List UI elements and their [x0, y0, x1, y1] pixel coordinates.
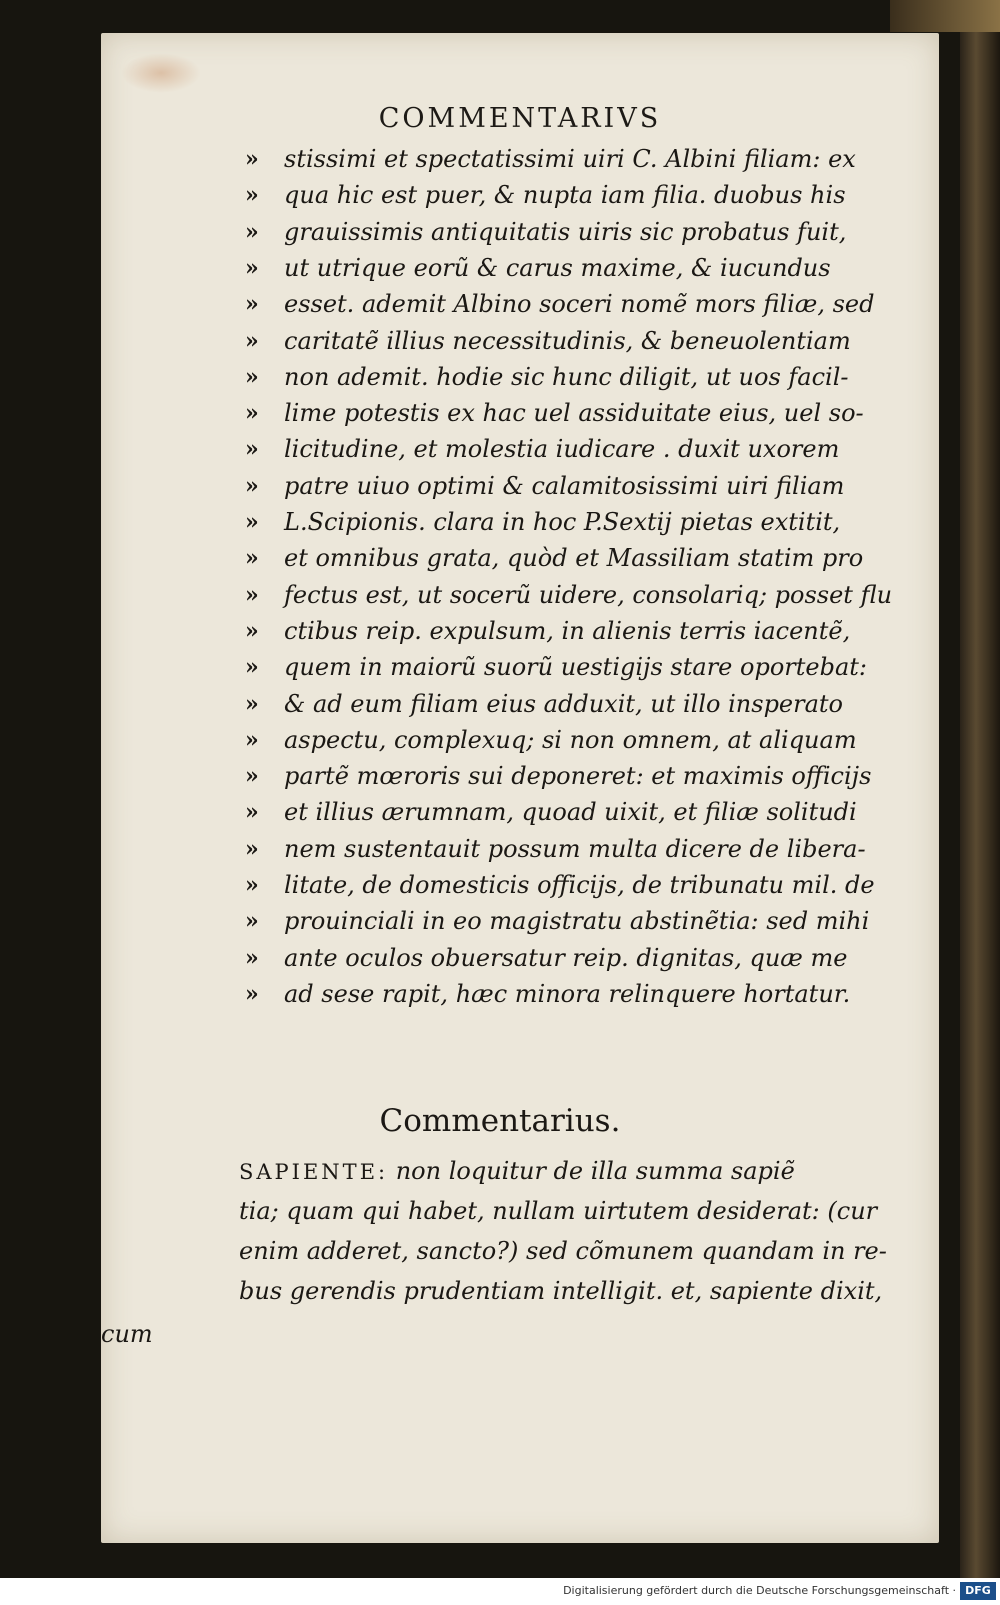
- catchword: cum: [101, 1320, 153, 1348]
- quoted-line: [101, 649, 939, 685]
- quoted-line-text: patre uiuo optimi & calamitosissimi uiri filiam: [284, 472, 845, 500]
- commentary-lemma: SAPIENTE:: [239, 1160, 389, 1184]
- quote-marker: »: [245, 763, 259, 789]
- quote-marker: »: [245, 473, 259, 499]
- quoted-line-text: quem in maiorũ suorũ uestigijs stare oportebat:: [284, 653, 867, 681]
- commentary-line: [239, 1153, 795, 1189]
- quoted-line-text: fectus est, ut socerũ uidere, consolariq; posset flu: [284, 581, 893, 609]
- quoted-line: [101, 613, 939, 649]
- commentary-heading: Commentarius.: [379, 1103, 621, 1139]
- quoted-line: [101, 141, 939, 177]
- quoted-line: [101, 940, 939, 976]
- commentary-first-line-rest: non loquitur de illa summa sapiẽ: [388, 1157, 795, 1185]
- quoted-line: [101, 867, 939, 903]
- quote-marker: »: [245, 945, 259, 971]
- quoted-line: [101, 686, 939, 722]
- quoted-line-text: & ad eum filiam eius adduxit, ut illo insperato: [284, 690, 844, 718]
- quoted-line: [101, 177, 939, 213]
- quoted-line: [101, 577, 939, 613]
- quoted-line: [101, 540, 939, 576]
- quote-marker: »: [245, 582, 259, 608]
- quoted-line-text: litate, de domesticis officijs, de tribunatu mil. de: [284, 871, 875, 899]
- page-stain: [121, 53, 201, 93]
- quoted-line-text: ad sese rapit, hæc minora relinquere hortatur.: [284, 980, 851, 1008]
- quoted-line: [101, 395, 939, 431]
- quoted-line-text: stissimi et spectatissimi uiri C. Albini filiam: ex: [284, 145, 856, 173]
- quoted-line: [101, 468, 939, 504]
- quoted-line: [101, 722, 939, 758]
- book-page: [101, 33, 939, 1543]
- quoted-line-text: L.Scipionis. clara in hoc P.Sextij pietas extitit,: [284, 508, 841, 536]
- dfg-logo: DFG: [960, 1582, 996, 1600]
- quote-marker: »: [245, 691, 259, 717]
- quoted-line-text: prouinciali in eo magistratu abstinẽtia: sed mihi: [284, 907, 870, 935]
- quoted-line: [101, 794, 939, 830]
- quoted-line-text: qua hic est puer, & nupta iam filia. duobus his: [284, 181, 846, 209]
- quote-marker: »: [245, 545, 259, 571]
- quoted-line: [101, 323, 939, 359]
- running-heading: COMMENTARIVS: [378, 103, 662, 134]
- quote-marker: »: [245, 364, 259, 390]
- quote-marker: »: [245, 908, 259, 934]
- quoted-line-text: grauissimis antiquitatis uiris sic probatus fuit,: [284, 218, 847, 246]
- quoted-line: [101, 359, 939, 395]
- quoted-line-text: et illius ærumnam, quoad uixit, et filiæ solitudi: [284, 798, 857, 826]
- quoted-line: [101, 250, 939, 286]
- quoted-line: [101, 831, 939, 867]
- digitization-footer: [0, 1578, 1000, 1605]
- quote-marker: »: [245, 146, 259, 172]
- quoted-line-text: ut utrique eorũ & carus maxime, & iucundus: [284, 254, 831, 282]
- quote-marker: »: [245, 400, 259, 426]
- quoted-line-text: caritatẽ illius necessitudinis, & beneuolentiam: [284, 327, 851, 355]
- quote-marker: »: [245, 219, 259, 245]
- quoted-line-text: aspectu, complexuq; si non omnem, at aliquam: [284, 726, 857, 754]
- footer-credit: Digitalisierung gefördert durch die Deutsche Forschungsgemeinschaft ·: [563, 1584, 956, 1597]
- quoted-line: [101, 286, 939, 322]
- commentary-line: bus gerendis prudentiam intelligit. et, sapiente dixit,: [239, 1277, 883, 1305]
- quoted-line: [101, 903, 939, 939]
- quoted-line: [101, 214, 939, 250]
- quote-marker: »: [245, 981, 259, 1007]
- quote-marker: »: [245, 727, 259, 753]
- quote-marker: »: [245, 836, 259, 862]
- scan-top-right-edge: [890, 0, 1000, 32]
- quoted-line-text: et omnibus grata, quòd et Massiliam statim pro: [284, 544, 864, 572]
- quote-marker: »: [245, 872, 259, 898]
- quoted-line-text: ante oculos obuersatur reip. dignitas, quæ me: [284, 944, 848, 972]
- commentary-line: enim adderet, sancto?) sed cõmunem quandam in re-: [239, 1237, 887, 1265]
- quote-marker: »: [245, 799, 259, 825]
- quoted-line-text: esset. ademit Albino soceri nomẽ mors filiæ, sed: [284, 290, 875, 318]
- quote-marker: »: [245, 328, 259, 354]
- quoted-line: [101, 431, 939, 467]
- quoted-line-text: partẽ mœroris sui deponeret: et maximis officijs: [284, 762, 872, 790]
- quote-marker: »: [245, 182, 259, 208]
- quoted-line: [101, 758, 939, 794]
- quoted-line-text: non ademit. hodie sic hunc diligit, ut uos facil-: [284, 363, 849, 391]
- quote-marker: »: [245, 255, 259, 281]
- quoted-line: [101, 504, 939, 540]
- scan-right-edge: [960, 0, 1000, 1578]
- quote-marker: »: [245, 509, 259, 535]
- commentary-line: tia; quam qui habet, nullam uirtutem desiderat: (cur: [239, 1197, 878, 1225]
- quote-marker: »: [245, 654, 259, 680]
- quote-marker: »: [245, 291, 259, 317]
- quote-marker: »: [245, 618, 259, 644]
- quoted-line-text: nem sustentauit possum multa dicere de libera-: [284, 835, 866, 863]
- quoted-line-text: lime potestis ex hac uel assiduitate eius, uel so-: [284, 399, 864, 427]
- quote-marker: »: [245, 436, 259, 462]
- quoted-line: [101, 976, 939, 1012]
- quoted-line-text: ctibus reip. expulsum, in alienis terris iacentẽ,: [284, 617, 851, 645]
- quoted-line-text: licitudine, et molestia iudicare . duxit uxorem: [284, 435, 840, 463]
